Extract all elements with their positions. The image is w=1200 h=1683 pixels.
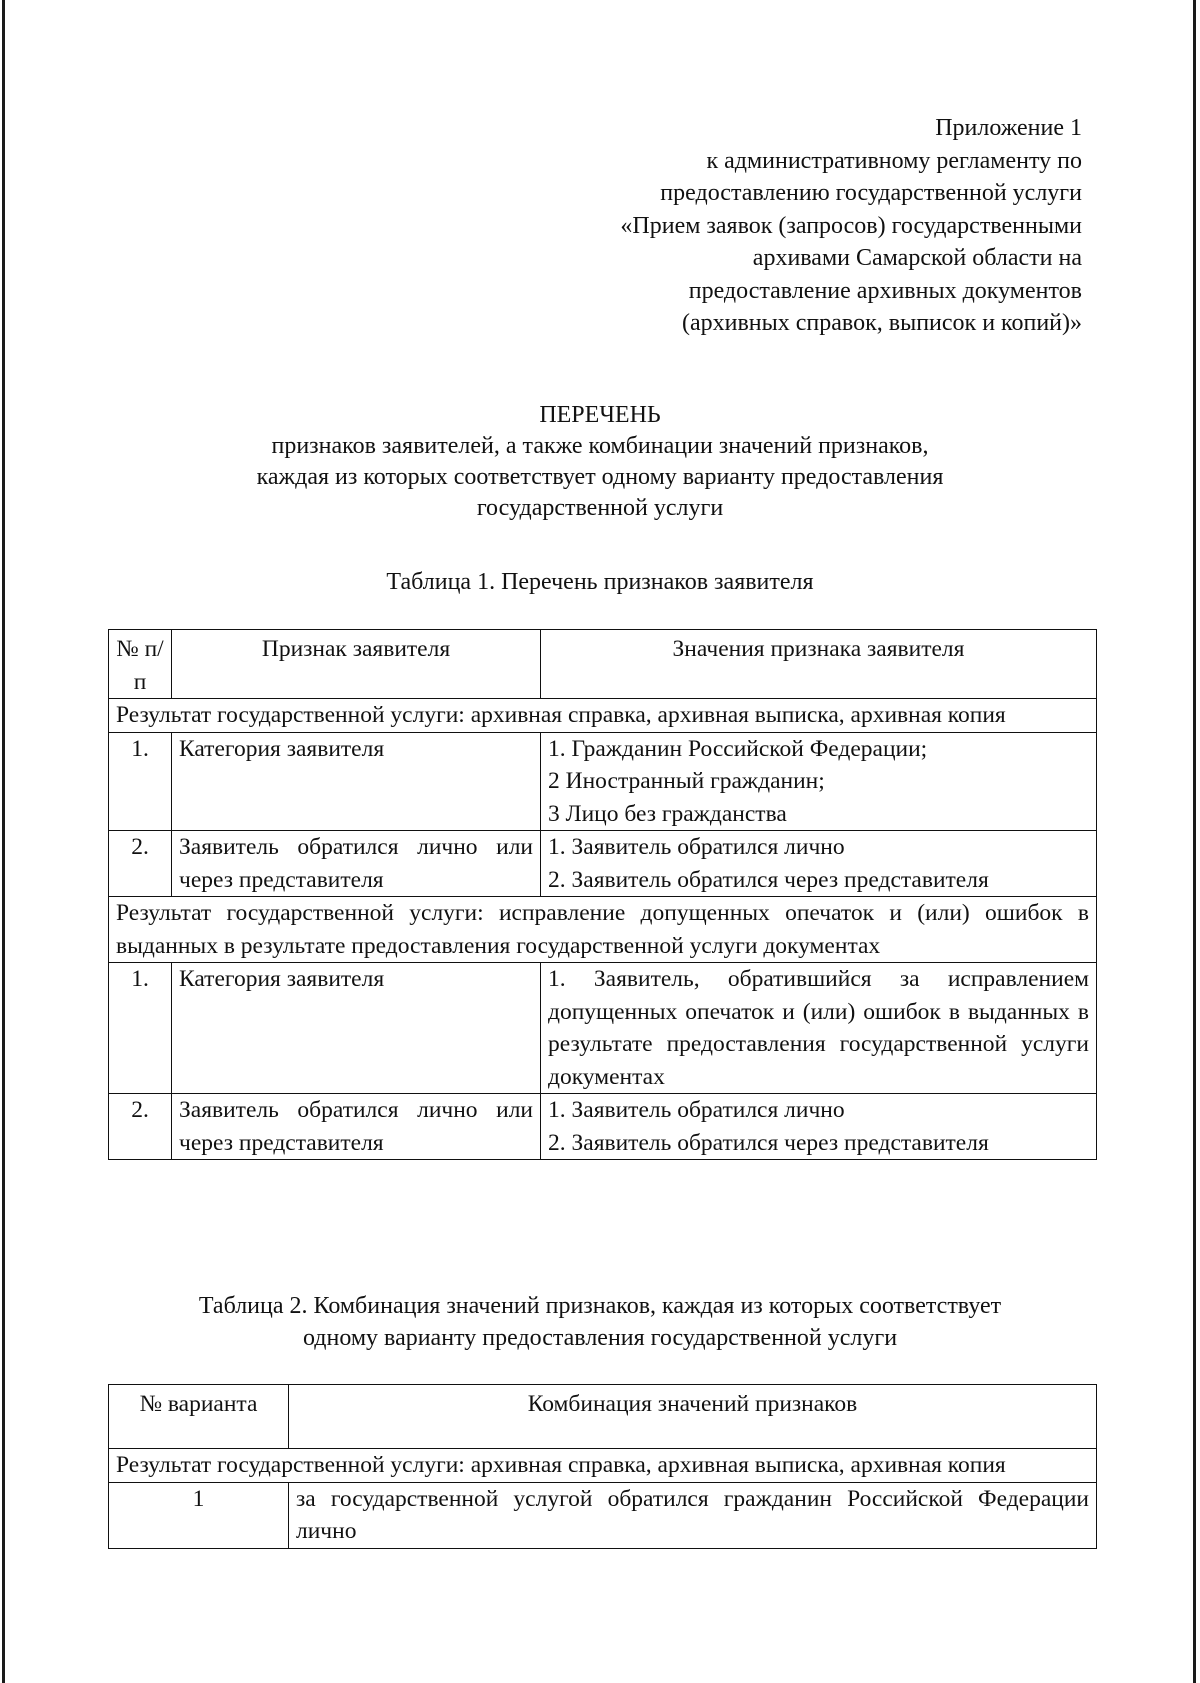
annex-line: архивами Самарской области на <box>752 245 1082 271</box>
table1-caption: Таблица 1. Перечень признаков заявителя <box>386 569 814 595</box>
group-title: Результат государственной услуги: архивная справка, архивная выписка, архивная копия <box>109 699 1097 733</box>
value-line: 2. Заявитель обратился через представителя <box>548 866 989 893</box>
header-variant: № варианта <box>109 1385 289 1449</box>
annex-line: к административному регламенту по <box>706 147 1082 174</box>
document-title: ПЕРЕЧЕНЬ <box>539 402 661 428</box>
table-header-row <box>109 630 1097 699</box>
scan-edge-right <box>1193 0 1196 1683</box>
row-num: 2. <box>109 1094 172 1160</box>
row-num: 2. <box>109 831 172 897</box>
group-row <box>109 1449 1097 1483</box>
document-heading <box>100 400 1100 524</box>
row-sign: Заявитель обратился лично или через представителя <box>172 831 541 897</box>
table2-caption-line: Таблица 2. Комбинация значений признаков, каждая из которых соответствует <box>198 1293 1002 1319</box>
annex-line: «Прием заявок (запросов) государственными <box>620 212 1082 239</box>
table-row <box>109 1482 1097 1548</box>
annex-line: предоставлению государственной услуги <box>660 180 1082 206</box>
value-line: 2. Заявитель обратился через представителя <box>548 1129 989 1156</box>
group-row <box>109 897 1097 963</box>
value-line: 1. Гражданин Российской Федерации; <box>548 735 928 762</box>
annex-header <box>620 112 1082 340</box>
header-sign: Признак заявителя <box>172 630 541 699</box>
group-title: Результат государственной услуги: исправление допущенных опечаток и (или) ошибок в выданных в результате предоставления государственной услуги документах <box>109 897 1097 963</box>
table2-caption-line: одному варианту предоставления государственной услуги <box>302 1325 898 1351</box>
row-sign: Категория заявителя <box>172 963 541 1094</box>
row-variant: 1 <box>109 1482 289 1548</box>
table-row <box>109 1094 1097 1160</box>
table-row <box>109 732 1097 831</box>
table-header-row <box>109 1385 1097 1449</box>
row-values <box>541 732 1097 831</box>
value-line: 3 Лицо без гражданства <box>548 800 787 827</box>
group-title: Результат государственной услуги: архивная справка, архивная выписка, архивная копия <box>109 1449 1097 1483</box>
header-combination: Комбинация значений признаков <box>289 1385 1097 1449</box>
header-values: Значения признака заявителя <box>541 630 1097 699</box>
row-sign: Категория заявителя <box>172 732 541 831</box>
value-line: 1. Заявитель обратился лично <box>548 1097 845 1123</box>
document-subtitle-line: признаков заявителей, а также комбинации значений признаков, <box>271 433 929 459</box>
table2-caption <box>100 1290 1100 1354</box>
row-num: 1. <box>109 963 172 1094</box>
document-subtitle-line: государственной услуги <box>476 495 724 521</box>
variant-combinations-table <box>108 1384 1097 1549</box>
row-values: 1. Заявитель, обратившийся за исправлением допущенных опечаток и (или) ошибок в выданных в результате предоставления государственной услуги документах <box>541 963 1097 1094</box>
row-values <box>541 1094 1097 1160</box>
annex-line: Приложение 1 <box>935 115 1082 141</box>
annex-line: (архивных справок, выписок и копий)» <box>681 310 1082 336</box>
document-subtitle-line: каждая из которых соответствует одному варианту предоставления <box>256 464 944 490</box>
value-line: 2 Иностранный гражданин; <box>548 768 825 794</box>
group-row <box>109 699 1097 733</box>
row-num: 1. <box>109 732 172 831</box>
table-row <box>109 963 1097 1094</box>
row-combination: за государственной услугой обратился гражданин Российской Федерации лично <box>289 1482 1097 1548</box>
value-line: 1. Заявитель обратился лично <box>548 834 845 860</box>
scan-edge-left <box>2 0 5 1683</box>
annex-line: предоставление архивных документов <box>688 277 1082 304</box>
row-values <box>541 831 1097 897</box>
applicant-signs-table <box>108 629 1097 1160</box>
table-row <box>109 831 1097 897</box>
header-num: № п/п <box>109 630 172 699</box>
row-sign: Заявитель обратился лично или через представителя <box>172 1094 541 1160</box>
